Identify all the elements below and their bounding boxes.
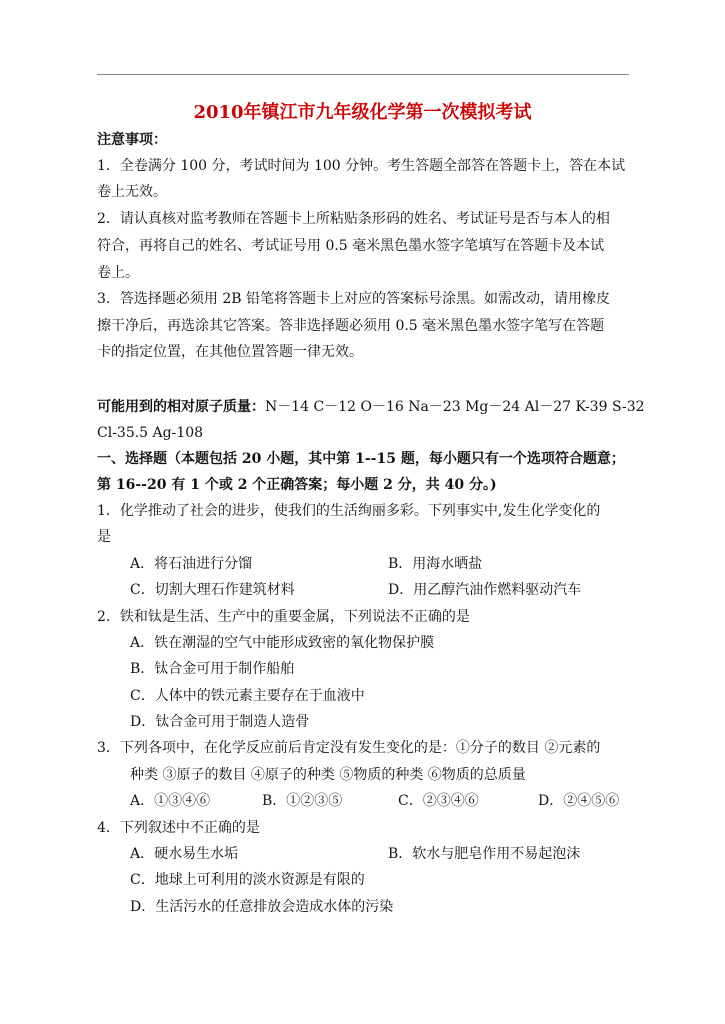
question-4-option-d: D．生活污水的任意排放会造成水体的污染 xyxy=(130,899,394,915)
question-3-stem: 3．下列各项中，在化学反应前后肯定没有发生变化的是：①分子的数目 ②元素的 xyxy=(97,740,601,756)
atomic-mass-values-cont: Cl-35.5 Ag-108 xyxy=(97,425,204,441)
question-4-option-a: A．硬水易生水垢 xyxy=(130,846,239,862)
question-2-option-c: C．人体中的铁元素主要存在于血液中 xyxy=(130,688,365,704)
question-1-option-a: A．将石油进行分馏 xyxy=(130,556,253,572)
question-3-option-d: D．②④⑤⑥ xyxy=(538,793,620,809)
atomic-mass-values: N－14 C－12 O－16 Na－23 Mg－24 Al－27 K-39 S-32 xyxy=(265,399,645,415)
notice-heading: 注意事项： xyxy=(97,132,167,148)
notice-line: 符合，再将自己的姓名、考试证号用 0.5 毫米黑色墨水签字笔填写在答题卡及本试 xyxy=(97,238,605,254)
notice-line: 卷上。 xyxy=(97,265,139,281)
question-3-option-a: A．①③④⑥ xyxy=(130,793,211,809)
section-heading-cont: 第 16--20 有 1 个或 2 个正确答案；每小题 2 分，共 40 分。) xyxy=(97,477,497,493)
atomic-mass-line xyxy=(97,398,645,416)
question-3-stem-cont: 种类 ③原子的数目 ④原子的种类 ⑤物质的种类 ⑥物质的总质量 xyxy=(130,767,526,783)
notice-line: 2．请认真核对监考教师在答题卡上所粘贴条形码的姓名、考试证号是否与本人的相 xyxy=(97,211,610,227)
question-2-option-d: D．钛合金可用于制造人造骨 xyxy=(130,714,310,730)
question-1-option-b: B．用海水晒盐 xyxy=(388,556,483,572)
notice-line: 擦干净后，再选涂其它答案。答非选择题必须用 0.5 毫米黑色墨水签字笔写在答题 xyxy=(97,318,605,334)
section-heading: 一、选择题（本题包括 20 小题，其中第 1--15 题，每小题只有一个选项符合题意； xyxy=(97,451,625,467)
notice-line: 1．全卷满分 100 分，考试时间为 100 分钟。考生答题全部答在答题卡上，答在本试 xyxy=(97,158,626,174)
notice-line: 卡的指定位置，在其他位置答题一律无效。 xyxy=(97,344,363,360)
question-2-option-b: B．钛合金可用于制作船舶 xyxy=(130,661,295,677)
page-title: 2010年镇江市九年级化学第一次模拟考试 xyxy=(193,102,532,123)
header-rule xyxy=(97,74,629,75)
question-4-stem: 4．下列叙述中不正确的是 xyxy=(97,820,260,836)
question-1-option-c: C．切割大理石作建筑材料 xyxy=(130,582,295,598)
notice-line: 3．答选择题必须用 2B 铅笔将答题卡上对应的答案标号涂黑。如需改动，请用橡皮 xyxy=(97,291,611,307)
question-4-option-b: B．软水与肥皂作用不易起泡沫 xyxy=(388,846,581,862)
question-1-stem: 1．化学推动了社会的进步，使我们的生活绚丽多彩。下列事实中,发生化学变化的 xyxy=(97,503,601,519)
question-2-option-a: A．铁在潮湿的空气中能形成致密的氧化物保护膜 xyxy=(130,635,435,651)
atomic-mass-label: 可能用到的相对原子质量： xyxy=(97,399,265,415)
question-1-stem-cont: 是 xyxy=(97,529,111,545)
question-1-option-d: D．用乙醇汽油作燃料驱动汽车 xyxy=(388,582,582,598)
question-4-option-c: C．地球上可利用的淡水资源是有限的 xyxy=(130,872,365,888)
notice-line: 卷上无效。 xyxy=(97,184,167,200)
question-2-stem: 2．铁和钛是生活、生产中的重要金属，下列说法不正确的是 xyxy=(97,609,470,625)
question-3-option-b: B．①②③⑤ xyxy=(262,793,343,809)
question-3-option-c: C．②③④⑥ xyxy=(398,793,479,809)
